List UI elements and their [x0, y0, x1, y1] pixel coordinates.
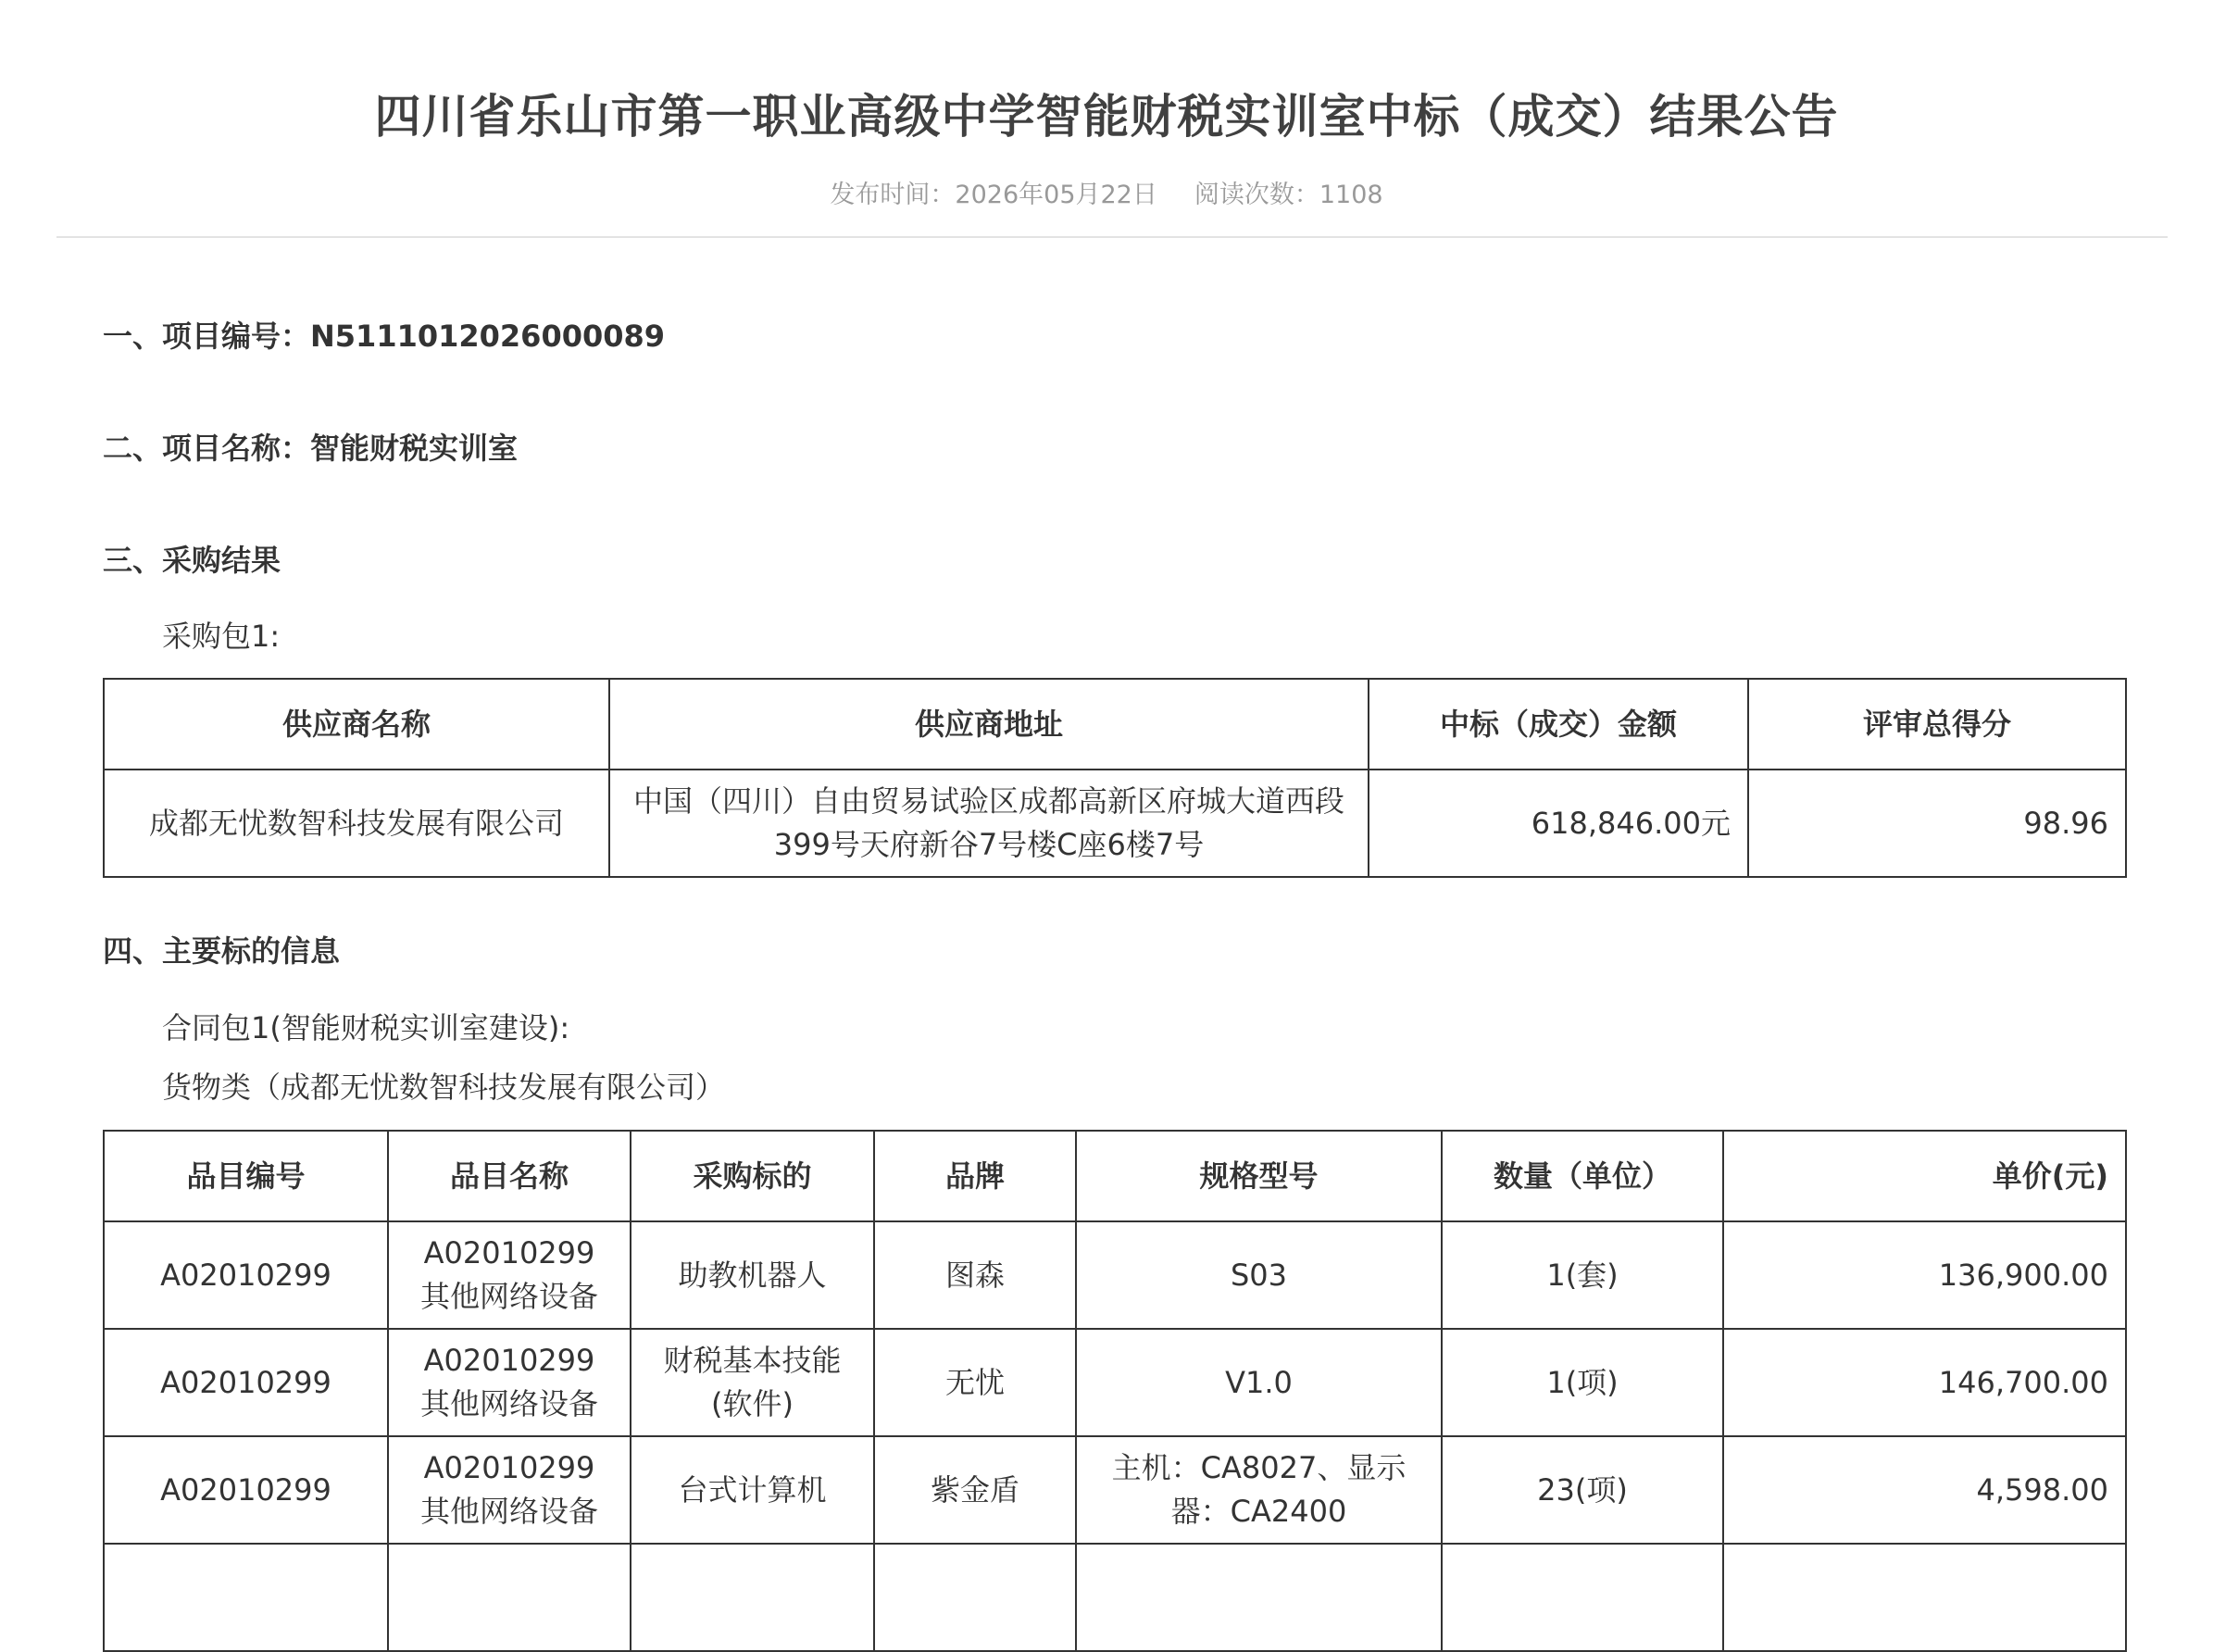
table-header-row: [104, 679, 2126, 770]
item-model: V1.0: [1076, 1329, 1442, 1436]
item-unit-price: [1723, 1544, 2126, 1651]
header-divider: [56, 236, 2168, 238]
column-header: 品目名称: [388, 1131, 631, 1221]
table-row: [104, 770, 2126, 877]
table-header-row: [104, 1131, 2126, 1221]
result-table: [103, 678, 2127, 878]
column-header: 评审总得分: [1748, 679, 2126, 770]
section-main-items: 四、主要标的信息: [103, 933, 341, 969]
total-score: 98.96: [1748, 770, 2126, 877]
item-code: [104, 1544, 388, 1651]
column-header: 供应商地址: [609, 679, 1369, 770]
item-quantity: 1(套): [1442, 1221, 1723, 1329]
item-quantity: 23(项): [1442, 1436, 1723, 1544]
item-code: A02010299: [104, 1329, 388, 1436]
column-header: 规格型号: [1076, 1131, 1442, 1221]
column-header: 数量（单位）: [1442, 1131, 1723, 1221]
table-row: [104, 1436, 2126, 1544]
item-target: [631, 1544, 874, 1651]
table-row: [104, 1329, 2126, 1436]
bid-amount: 618,846.00元: [1369, 770, 1748, 877]
item-model: 主机：CA8027、显示器：CA2400: [1076, 1436, 1442, 1544]
contract-package-label: 合同包1(智能财税实训室建设):: [162, 1010, 570, 1045]
item-unit-price: 4,598.00: [1723, 1436, 2126, 1544]
item-target: 台式计算机: [631, 1436, 874, 1544]
item-target: 财税基本技能(软件): [631, 1329, 874, 1436]
item-target: 助教机器人: [631, 1221, 874, 1329]
item-code: A02010299: [104, 1221, 388, 1329]
item-code: A02010299: [104, 1436, 388, 1544]
item-name: [388, 1544, 631, 1651]
column-header: 单价(元): [1723, 1131, 2126, 1221]
item-name: A02010299 其他网络设备: [388, 1436, 631, 1544]
item-model: [1076, 1544, 1442, 1651]
item-quantity: [1442, 1544, 1723, 1651]
column-header: 采购标的: [631, 1131, 874, 1221]
column-header: 品牌: [874, 1131, 1076, 1221]
table-row: [104, 1221, 2126, 1329]
item-brand: 紫金盾: [874, 1436, 1076, 1544]
item-name: A02010299 其他网络设备: [388, 1329, 631, 1436]
package-label: 采购包1:: [162, 619, 281, 654]
supplier-address: 中国（四川）自由贸易试验区成都高新区府城大道西段399号天府新谷7号楼C座6楼7号: [609, 770, 1369, 877]
column-header: 品目编号: [104, 1131, 388, 1221]
column-header: 中标（成交）金额: [1369, 679, 1748, 770]
column-header: 供应商名称: [104, 679, 609, 770]
item-quantity: 1(项): [1442, 1329, 1723, 1436]
publish-time: 发布时间：2026年05月22日: [830, 181, 1157, 209]
item-unit-price: 136,900.00: [1723, 1221, 2126, 1329]
section-project-name: 二、项目名称：智能财税实训室: [103, 431, 519, 466]
item-name: A02010299 其他网络设备: [388, 1221, 631, 1329]
read-count: 阅读次数：1108: [1194, 181, 1383, 209]
item-brand: 图森: [874, 1221, 1076, 1329]
article-meta: [0, 174, 2213, 210]
goods-category-label: 货物类（成都无忧数智科技发展有限公司）: [162, 1070, 726, 1105]
section-procurement-result: 三、采购结果: [103, 543, 281, 578]
section-project-number: 一、项目编号：N5111012026000089: [103, 319, 666, 354]
item-model: S03: [1076, 1221, 1442, 1329]
table-row: [104, 1544, 2126, 1651]
supplier-name: 成都无忧数智科技发展有限公司: [104, 770, 609, 877]
items-table: [103, 1130, 2127, 1652]
item-brand: 无忧: [874, 1329, 1076, 1436]
item-unit-price: 146,700.00: [1723, 1329, 2126, 1436]
page-title: 四川省乐山市第一职业高级中学智能财税实训室中标（成交）结果公告: [374, 90, 1839, 144]
item-brand: [874, 1544, 1076, 1651]
